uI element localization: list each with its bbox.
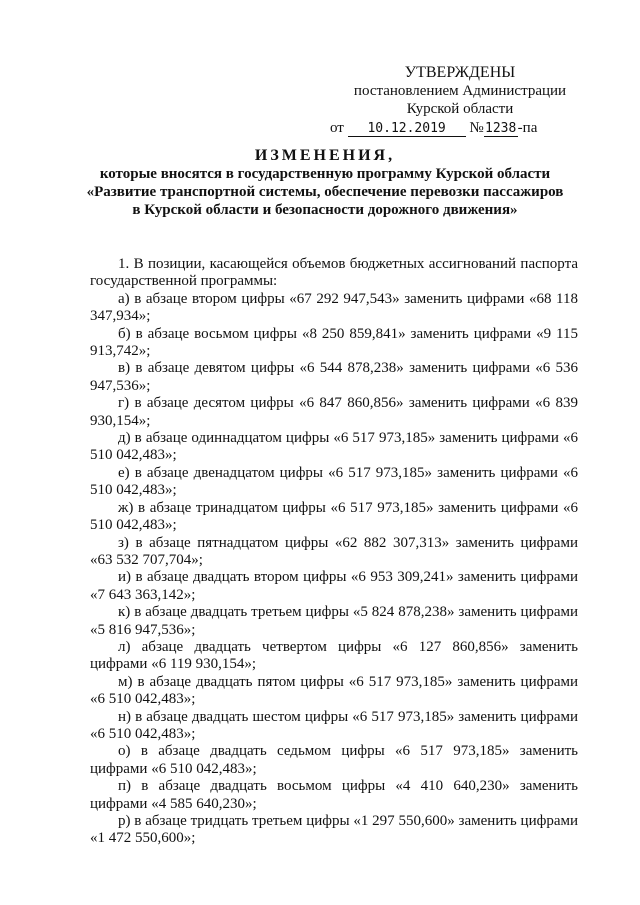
item-b: б) в абзаце восьмом цифры «8 250 859,841» заменить цифрами «9 115 913,742»;: [90, 325, 578, 360]
item-n: н) в абзаце двадцать шестом цифры «6 517 973,185» заменить цифрами «6 510 042,483»;: [90, 708, 578, 742]
document-body: [90, 256, 578, 848]
item-l: л) абзаце двадцать четвертом цифры «6 127 860,856» заменить цифрами «6 119 930,154»;: [90, 638, 578, 673]
item-o: о) в абзаце двадцать седьмом цифры «6 517 973,185» заменить цифрами «6 510 042,483»;: [90, 743, 578, 777]
heading-line-1: которые вносятся в государственную программу Курской области: [99, 166, 551, 182]
heading-line-3: в Курской области и безопасности дорожного движения»: [132, 202, 518, 218]
item-e: е) в абзаце двенадцатом цифры «6 517 973,185» заменить цифрами «6 510 042,483»;: [90, 464, 578, 499]
number-suffix: -па: [517, 120, 538, 136]
item-k: к) в абзаце двадцать третьем цифры «5 824 878,238» заменить цифрами «5 816 947,536»;: [90, 604, 578, 638]
item-a: а) в абзаце втором цифры «67 292 947,543» заменить цифрами «68 118 347,934»;: [90, 290, 578, 325]
item-d: д) в абзаце одиннадцатом цифры «6 517 973,185» заменить цифрами «6 510 042,483»;: [90, 430, 578, 464]
item-z: з) в абзаце пятнадцатом цифры «62 882 307,313» заменить цифрами «63 532 707,704»;: [90, 534, 578, 568]
document-title: ИЗМЕНЕНИЯ,: [254, 147, 396, 164]
approval-date-number-row: [330, 119, 590, 137]
document-heading: [70, 147, 580, 219]
from-label: от: [330, 120, 344, 136]
heading-line-2: «Развитие транспортной системы, обеспечение перевозки пассажиров: [86, 184, 564, 200]
approval-line-resolution: постановлением Администрации: [353, 83, 567, 99]
approval-block: [330, 64, 590, 137]
approval-number: 1238: [485, 121, 517, 136]
item-v: в) в абзаце девятом цифры «6 544 878,238» заменить цифрами «6 536 947,536»;: [90, 360, 578, 394]
approved-word: УТВЕРЖДЕНЫ: [404, 64, 516, 81]
item-g: г) в абзаце десятом цифры «6 847 860,856» заменить цифрами «6 839 930,154»;: [90, 395, 578, 429]
item-1: 1. В позиции, касающейся объемов бюджетных ассигнований паспорта государственной программы:: [90, 256, 578, 290]
item-p: п) в абзаце двадцать восьмом цифры «4 410 640,230» заменить цифрами «4 585 640,230»;: [90, 778, 578, 812]
item-r: р) в абзаце тридцать третьем цифры «1 297 550,600» заменить цифрами «1 472 550,600»;: [90, 813, 578, 847]
item-i: и) в абзаце двадцать втором цифры «6 953 309,241» заменить цифрами «7 643 363,142»;: [90, 569, 578, 603]
approval-date: 10.12.2019: [348, 121, 466, 137]
item-m: м) в абзаце двадцать пятом цифры «6 517 973,185» заменить цифрами «6 510 042,483»;: [90, 673, 578, 708]
number-label: №: [469, 120, 484, 136]
approval-line-region: Курской области: [406, 101, 514, 117]
item-zh: ж) в абзаце тринадцатом цифры «6 517 973,185» заменить цифрами «6 510 042,483»;: [90, 499, 578, 534]
